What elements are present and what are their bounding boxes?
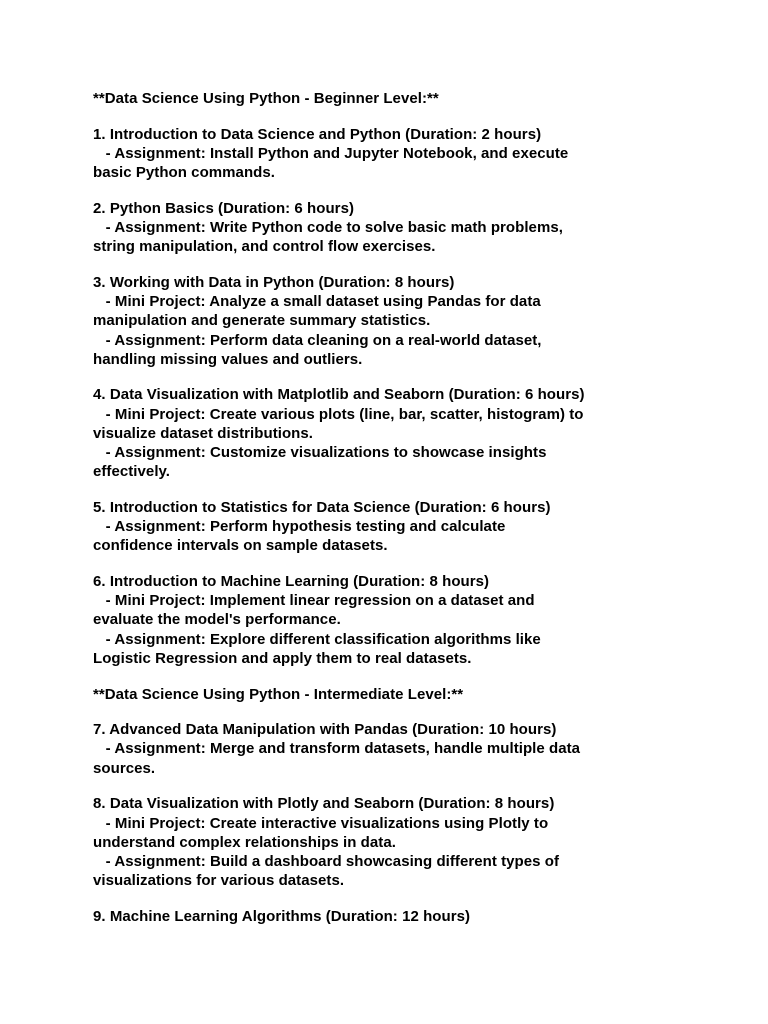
module-line: 2. Python Basics (Duration: 6 hours): [93, 199, 355, 217]
module-line: - Assignment: Explore different classification algorithms like: [93, 630, 541, 648]
module-line: - Mini Project: Create various plots (line, bar, scatter, histogram) to: [93, 405, 584, 423]
module-line: 7. Advanced Data Manipulation with Pandas (Duration: 10 hours): [93, 721, 557, 739]
course-module: [93, 720, 693, 778]
module-line: 8. Data Visualization with Plotly and Seaborn (Duration: 8 hours): [93, 795, 555, 813]
module-line: - Assignment: Customize visualizations to showcase insights: [93, 444, 547, 462]
module-line: - Assignment: Install Python and Jupyter Notebook, and execute: [93, 144, 569, 162]
module-line: Logistic Regression and apply them to real datasets.: [93, 649, 472, 667]
module-line: 6. Introduction to Machine Learning (Duration: 8 hours): [93, 573, 490, 591]
course-module: [93, 273, 693, 369]
course-module: [93, 907, 693, 926]
module-line: - Assignment: Write Python code to solve basic math problems,: [93, 219, 563, 237]
module-line: 3. Working with Data in Python (Duration: 8 hours): [93, 273, 455, 291]
module-line: - Mini Project: Analyze a small dataset using Pandas for data: [93, 293, 541, 311]
section-heading: [93, 89, 693, 108]
course-module: [93, 125, 693, 183]
module-line: evaluate the model's performance.: [93, 611, 341, 629]
module-line: - Mini Project: Implement linear regression on a dataset and: [93, 592, 535, 610]
course-module: [93, 385, 693, 481]
module-line: manipulation and generate summary statistics.: [93, 312, 431, 330]
module-line: - Assignment: Merge and transform datasets, handle multiple data: [93, 740, 581, 758]
module-line: - Mini Project: Create interactive visualizations using Plotly to: [93, 814, 549, 832]
module-line: 5. Introduction to Statistics for Data Science (Duration: 6 hours): [93, 498, 551, 516]
module-line: - Assignment: Build a dashboard showcasing different types of: [93, 853, 560, 870]
module-line: - Assignment: Perform data cleaning on a real-world dataset,: [93, 331, 542, 349]
module-line: effectively.: [93, 463, 171, 481]
module-line: basic Python commands.: [93, 164, 275, 182]
module-line: - Assignment: Perform hypothesis testing and calculate: [93, 518, 506, 536]
module-line: sources.: [93, 759, 156, 777]
course-module: [93, 572, 693, 668]
module-line: visualizations for various datasets.: [93, 872, 345, 890]
section-heading: [93, 685, 693, 704]
course-module: [93, 498, 693, 556]
module-line: string manipulation, and control flow exercises.: [93, 238, 436, 256]
module-line: visualize dataset distributions.: [93, 424, 313, 442]
course-module: [93, 794, 693, 890]
section-heading-text: **Data Science Using Python - Intermediate Level:**: [93, 685, 464, 703]
module-line: confidence intervals on sample datasets.: [93, 537, 388, 555]
module-line: 1. Introduction to Data Science and Python (Duration: 2 hours): [93, 125, 542, 143]
course-module: [93, 199, 693, 257]
document-content: [93, 89, 693, 943]
module-line: understand complex relationships in data.: [93, 833, 396, 851]
module-line: handling missing values and outliers.: [93, 350, 363, 368]
section-heading-text: **Data Science Using Python - Beginner Level:**: [93, 90, 439, 107]
module-line: 4. Data Visualization with Matplotlib and Seaborn (Duration: 6 hours): [93, 386, 585, 404]
module-line: 9. Machine Learning Algorithms (Duration: 12 hours): [93, 907, 471, 925]
